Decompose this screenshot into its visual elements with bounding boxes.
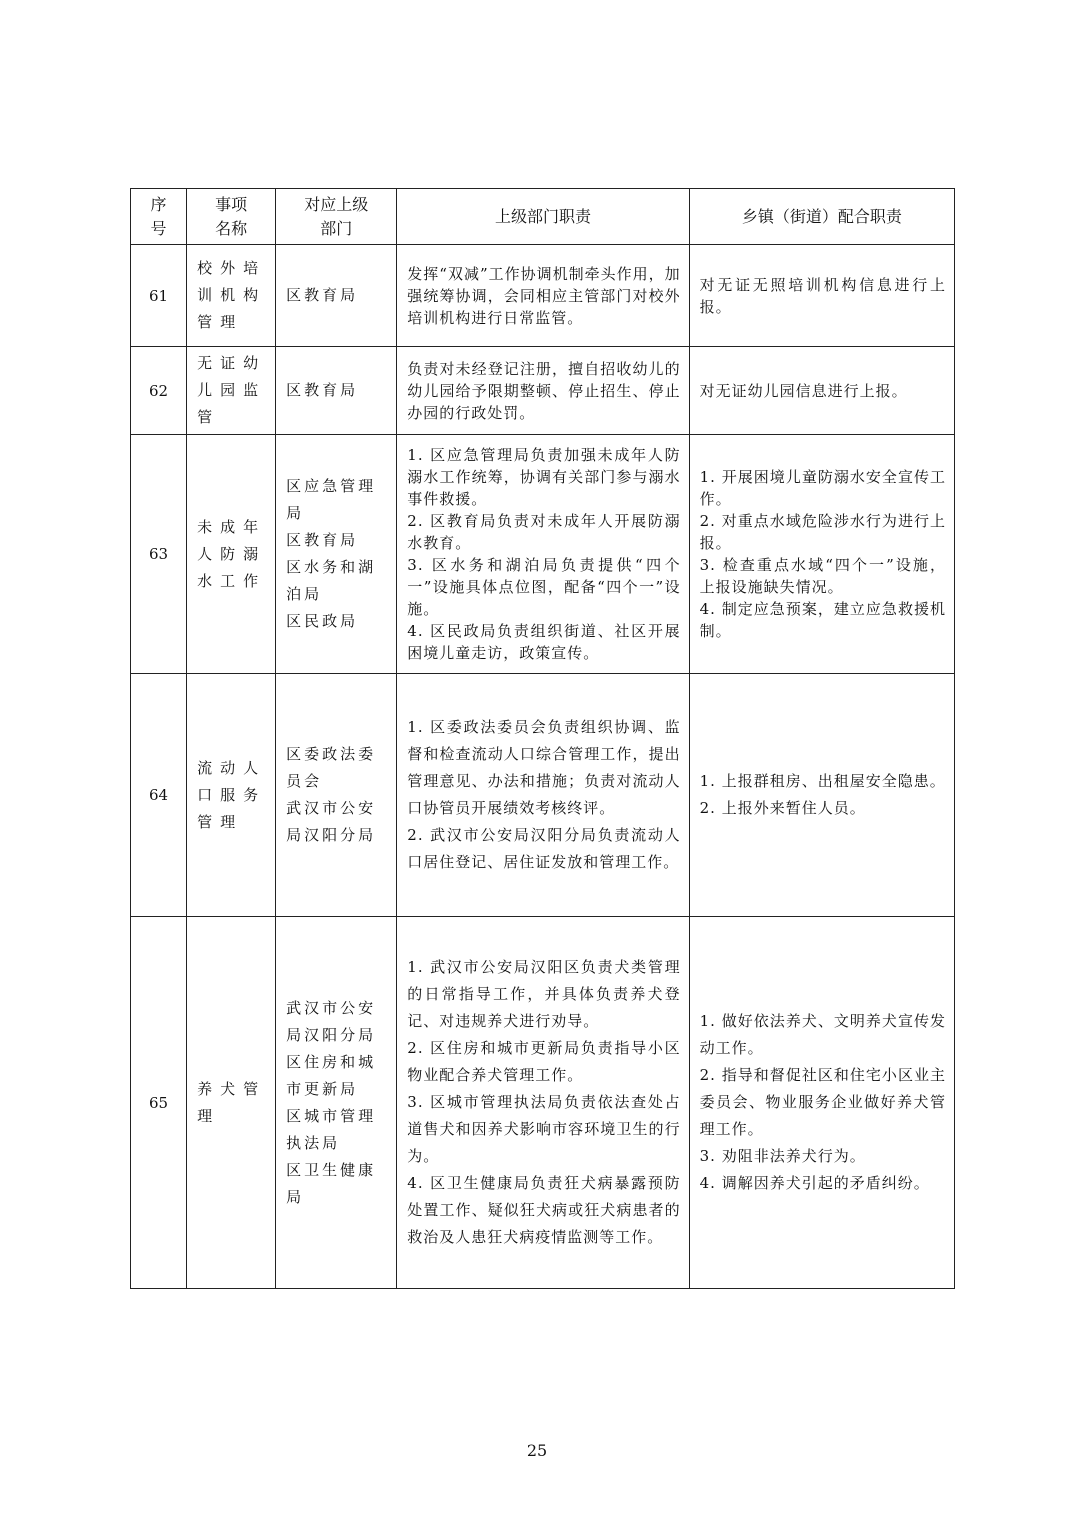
row-number: 65: [131, 917, 187, 1289]
table-row: [131, 347, 955, 435]
page-number: 25: [526, 1441, 548, 1460]
town-duties: 1. 做好依法养犬、文明养犬宣传发动工作。 2. 指导和督促社区和住宅小区业主委员会、物业服务企业做好养犬管理工作。 3. 劝阻非法养犬行为。 4. 调解因养犬引起的矛盾纠纷。: [689, 917, 954, 1289]
item-name: 流动人 口服务 管理: [187, 674, 276, 917]
item-name: 无证幼 儿园监 管: [187, 347, 276, 435]
row-number: 62: [131, 347, 187, 435]
upper-department: 区教育局: [276, 245, 397, 347]
table-row: [131, 435, 955, 674]
header-name: 事项 名称: [187, 189, 276, 245]
header-dept: 对应上级 部门: [276, 189, 397, 245]
town-duties: 对无证幼儿园信息进行上报。: [689, 347, 954, 435]
upper-department: 区应急管理 局 区教育局 区水务和湖 泊局 区民政局: [276, 435, 397, 674]
row-number: 63: [131, 435, 187, 674]
header-upper-duties: 上级部门职责: [397, 189, 689, 245]
duties-table: [130, 188, 955, 1289]
row-number: 64: [131, 674, 187, 917]
town-duties: 1. 开展困境儿童防溺水安全宣传工作。 2. 对重点水域危险涉水行为进行上报。 3. 检查重点水域“四个一”设施，上报设施缺失情况。 4. 制定应急预案，建立应急救援机制。: [689, 435, 954, 674]
table-row: [131, 917, 955, 1289]
upper-duties: 负责对未经登记注册，擅自招收幼儿的幼儿园给予限期整顿、停止招生、停止办园的行政处罚。: [397, 347, 689, 435]
item-name: 养犬管 理: [187, 917, 276, 1289]
upper-department: 武汉市公安 局汉阳分局 区住房和城 市更新局 区城市管理 执法局 区卫生健康 局: [276, 917, 397, 1289]
item-name: 未成年 人防溺 水工作: [187, 435, 276, 674]
upper-department: 区委政法委 员会 武汉市公安 局汉阳分局: [276, 674, 397, 917]
header-town-duties: 乡镇（街道）配合职责: [689, 189, 954, 245]
row-number: 61: [131, 245, 187, 347]
upper-duties: 1. 区委政法委员会负责组织协调、监督和检查流动人口综合管理工作，提出管理意见、办法和措施；负责对流动人口协管员开展绩效考核终评。 2. 武汉市公安局汉阳分局负责流动人口居住登记、居住证发放和管理工作。: [397, 674, 689, 917]
table-row: [131, 674, 955, 917]
table-row: [131, 245, 955, 347]
upper-duties: 1. 武汉市公安局汉阳区负责犬类管理的日常指导工作，并具体负责养犬登记、对违规养犬进行劝导。 2. 区住房和城市更新局负责指导小区物业配合养犬管理工作。 3. 区城市管理执法局负责依法查处占道售犬和因养犬影响市容环境卫生的行为。 4. 区卫生健康局负责狂犬病暴露预防处置工作、疑似狂犬病或狂犬病患者的救治及人患狂犬病疫情监测等工作。: [397, 917, 689, 1289]
town-duties: 1. 上报群租房、出租屋安全隐患。 2. 上报外来暂住人员。: [689, 674, 954, 917]
header-no: 序 号: [131, 189, 187, 245]
upper-duties: 1. 区应急管理局负责加强未成年人防溺水工作统筹，协调有关部门参与溺水事件救援。 2. 区教育局负责对未成年人开展防溺水教育。 3. 区水务和湖泊局负责提供“四个一”设施具体点位图，配备“四个一”设施。 4. 区民政局负责组织街道、社区开展困境儿童走访，政策宣传。: [397, 435, 689, 674]
upper-duties: 发挥“双减”工作协调机制牵头作用，加强统筹协调，会同相应主管部门对校外培训机构进行日常监管。: [397, 245, 689, 347]
table-header-row: [131, 189, 955, 245]
town-duties: 对无证无照培训机构信息进行上报。: [689, 245, 954, 347]
item-name: 校外培 训机构 管理: [187, 245, 276, 347]
upper-department: 区教育局: [276, 347, 397, 435]
